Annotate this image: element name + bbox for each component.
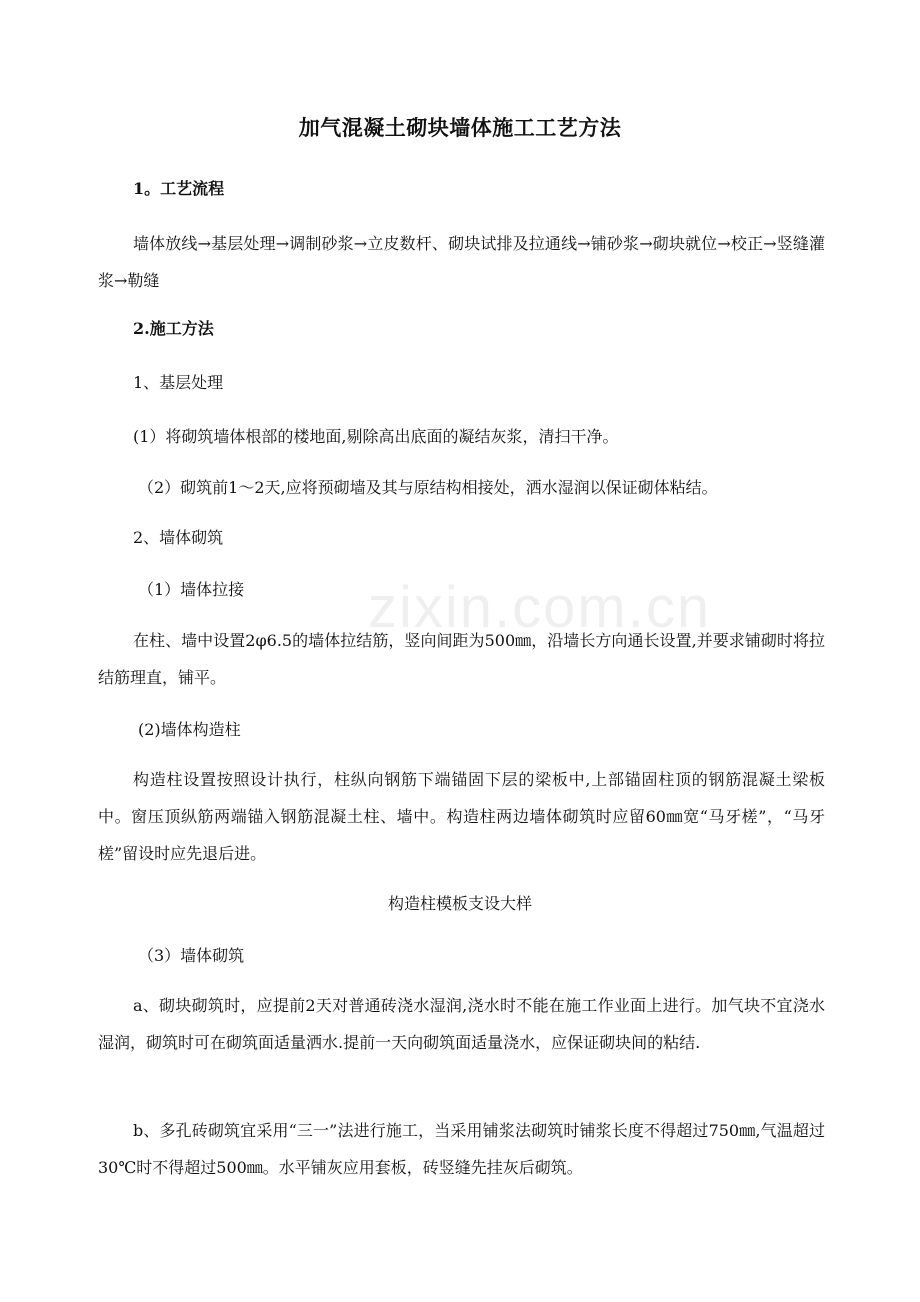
section-1-heading: 1。工艺流程 <box>133 179 225 198</box>
figure-caption: 构造柱模板支设大样 <box>387 894 532 913</box>
masonry-heading: （3）墙体砌筑 <box>138 946 245 965</box>
structural-column-paragraph: 构造柱设置按照设计执行，柱纵向钢筋下端锚固下层的梁板中,上部锚固柱顶的钢筋混凝土梁板中。窗压顶纵筋两端锚入钢筋混凝土柱、墙中。构造柱两边墙体砌筑时应留60㎜宽“马牙槎”，“马牙槎”留设时应先退后进。 <box>98 770 825 863</box>
subsection-1-heading: 1、基层处理 <box>133 373 224 392</box>
process-flow-paragraph: 墙体放线→基层处理→调制砂浆→立皮数杆、砌块试排及拉通线→铺砂浆→砌块就位→校正→竖缝灌浆→勒缝 <box>98 234 825 290</box>
section-2-heading: 2.施工方法 <box>133 319 214 338</box>
structural-column-heading: (2)墙体构造柱 <box>138 720 241 739</box>
wall-tie-heading: （1）墙体拉接 <box>138 580 245 599</box>
subsection-2-heading: 2、墙体砌筑 <box>133 528 224 547</box>
subsection-1-item-1: (1）将砌筑墙体根部的楼地面,剔除高出底面的凝结灰浆，清扫干净。 <box>133 427 619 446</box>
watermark: zixin.com.cn <box>368 575 712 640</box>
document-title: 加气混凝土砌块墙体施工工艺方法 <box>298 115 622 140</box>
wall-tie-paragraph: 在柱、墙中设置2φ6.5的墙体拉结筋，竖向间距为500㎜，沿墙长方向通长设置,并要求铺砌时将拉结筋理直，铺平。 <box>98 631 825 687</box>
masonry-paragraph-a: a、砌块砌筑时，应提前2天对普通砖浇水湿润,浇水时不能在施工作业面上进行。加气块不宜浇水湿润，砌筑时可在砌筑面适量洒水.提前一天向砌筑面适量浇水，应保证砌块间的粘结. <box>98 996 825 1052</box>
subsection-1-item-2: （2）砌筑前1～2天,应将预砌墙及其与原结构相接处，洒水湿润以保证砌体粘结。 <box>138 478 718 497</box>
masonry-paragraph-b: b、多孔砖砌筑宜采用“三一”法进行施工，当采用铺浆法砌筑时铺浆长度不得超过750㎜,气温超过30℃时不得超过500㎜。水平铺灰应用套板，砖竖缝先挂灰后砌筑。 <box>98 1121 825 1177</box>
